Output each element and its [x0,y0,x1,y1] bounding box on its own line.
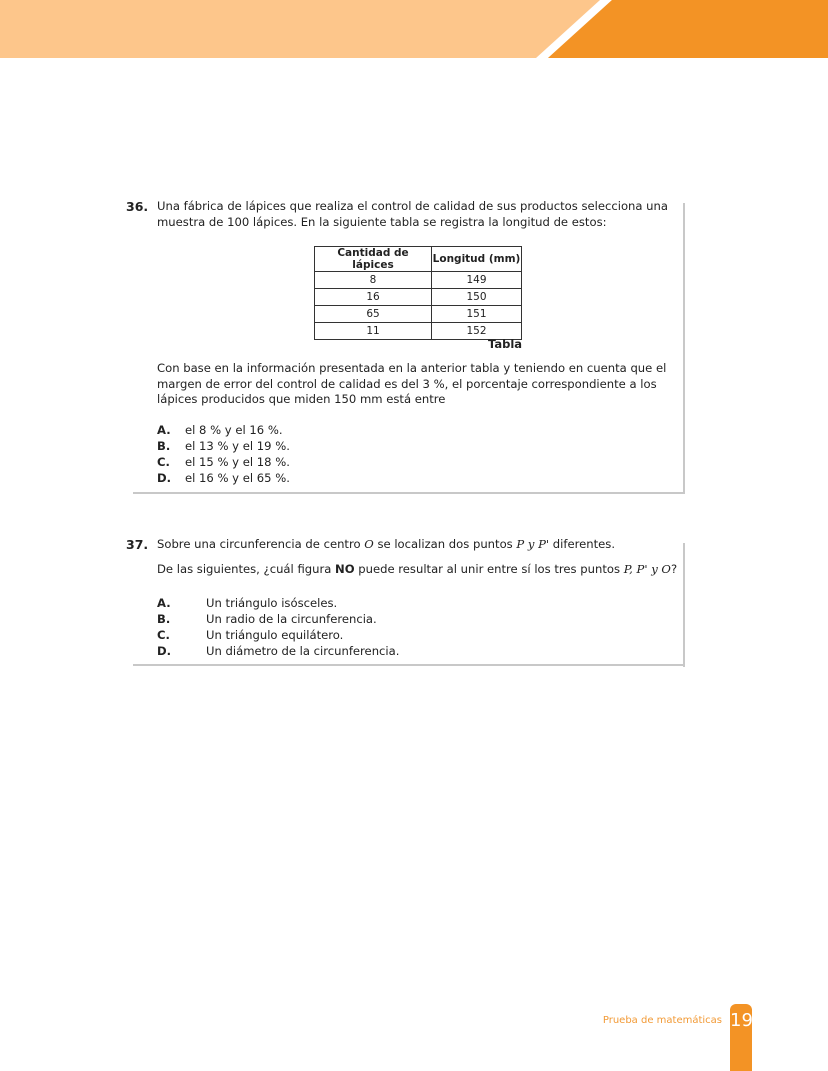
length-table [314,246,522,340]
page-number: 19 [730,1010,753,1031]
question-36-text: Con base en la información presentada en la anterior tabla y teniendo en cuenta que el margen de error del control de calidad es del 3 %, el porcentaje correspondiente a los lápices producidos que miden 150 mm está entre [157,361,667,406]
question-36-options [157,422,457,486]
table-cell: 152 [432,323,522,340]
option-text: Un triángulo equilátero. [206,628,344,642]
center-point-label: O [364,537,374,551]
question-36-frame-right [683,203,685,494]
table-row [315,306,522,323]
option-b[interactable] [157,438,457,454]
table-header-quantity: Cantidad de lápices [315,247,432,272]
question-36-frame-bottom [133,492,685,494]
option-a[interactable] [157,595,457,611]
option-text: Un radio de la circunferencia. [206,612,377,626]
option-text: Un triángulo isósceles. [206,596,338,610]
footer-label: Prueba de matemáticas [602,1015,722,1026]
table-cell: 8 [315,272,432,289]
table-cell: 11 [315,323,432,340]
question-37-number: 37. [126,537,149,552]
option-c[interactable] [157,454,457,470]
option-letter: B. [157,612,171,626]
question-36-number: 36. [126,199,149,214]
option-letter: A. [157,596,171,610]
table-cell: 151 [432,306,522,323]
question-text: ? [670,562,678,576]
points-label: P y P' [516,537,550,551]
table-row [315,289,522,306]
option-text: el 15 % y el 18 %. [185,455,290,469]
table-row [315,272,522,289]
option-text: el 16 % y el 65 %. [185,471,290,485]
header-accent-orange [548,0,828,58]
option-letter: C. [157,455,170,469]
table-caption: Tabla [488,337,523,351]
option-letter: D. [157,644,172,658]
option-text: Un diámetro de la circunferencia. [206,644,400,658]
option-letter: A. [157,423,171,437]
option-d[interactable] [157,470,457,486]
question-37-frame-right [683,543,685,667]
question-36-intro: Una fábrica de lápices que realiza el control de calidad de sus productos selecciona una muestra de 100 lápices. En la siguiente tabla se registra la longitud de estos: [157,199,668,229]
table-header-length: Longitud (mm) [432,247,522,272]
page-number-tab [730,1004,752,1071]
question-text: De las siguientes, ¿cuál figura [157,562,336,576]
option-text: el 13 % y el 19 %. [185,439,290,453]
intro-text: Sobre una circunferencia de centro [157,537,365,551]
table-cell: 149 [432,272,522,289]
table-header-row [315,247,522,272]
option-letter: C. [157,628,170,642]
table-cell: 65 [315,306,432,323]
question-text: puede resultar al unir entre sí los tres puntos [354,562,624,576]
option-a[interactable] [157,422,457,438]
points-label: P, P' y O [623,562,671,576]
intro-text: diferentes. [549,537,616,551]
intro-text: se localizan dos puntos [373,537,517,551]
table-cell: 150 [432,289,522,306]
question-37-intro [157,537,682,553]
option-text: el 8 % y el 16 %. [185,423,283,437]
option-letter: B. [157,439,171,453]
question-37 [126,537,686,667]
question-37-frame-bottom [133,664,685,666]
table-cell: 16 [315,289,432,306]
option-letter: D. [157,471,172,485]
header-accent [0,0,828,58]
question-emphasis: NO [335,562,355,576]
option-c[interactable] [157,627,457,643]
question-37-options [157,595,457,659]
question-36 [126,199,686,494]
option-b[interactable] [157,611,457,627]
question-37-text [157,562,682,578]
option-d[interactable] [157,643,457,659]
